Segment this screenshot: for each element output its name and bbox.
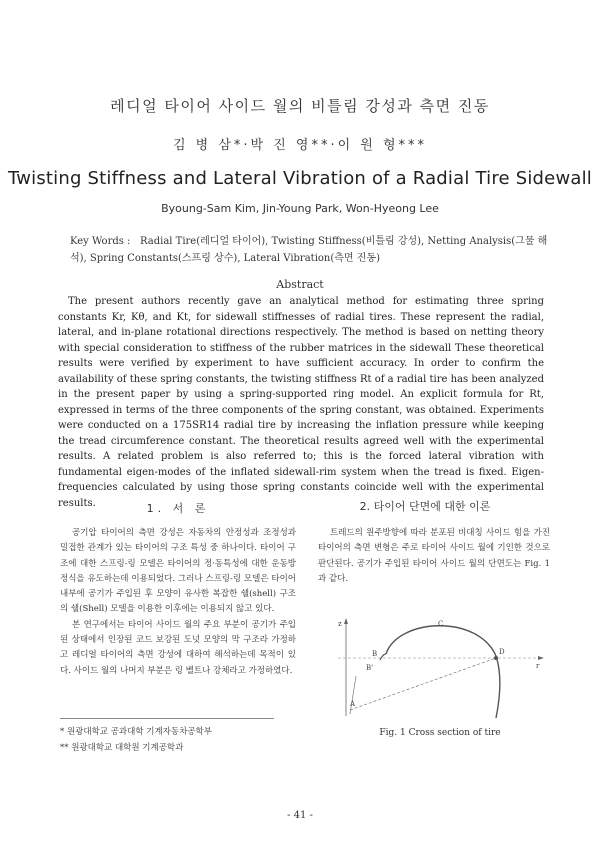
label-z: z	[338, 620, 342, 628]
label-b-prime: B'	[366, 664, 374, 672]
section-2-heading: 2. 타이어 단면에 대한 이론	[359, 500, 491, 513]
footnotes	[60, 724, 296, 756]
z-axis-arrow-icon	[344, 618, 348, 624]
section-1-paragraph-2: 본 연구에서는 타이어 사이드 월의 주요 부분이 공기가 주입된 상태에서 인장된 코드 보강된 도넛 모양의 막 구조라 가정하고 레디얼 타이어의 측면 강성에 대하여 해석하는데 목적이 있다. 사이드 월의 나머지 부분은 링 벨트나 강체라고 가정하였다.	[60, 619, 296, 676]
title-english: Twisting Stiffness and Lateral Vibration of a Radial Tire Sidewall	[7, 168, 593, 189]
abstract-heading: Abstract	[276, 278, 324, 291]
keywords-text: Radial Tire(레디얼 타이어), Twisting Stiffness(비틀림 강성), Netting Analysis(그물 해석), Spring Constants(스프링 상수), Lateral Vibration(측면 진동)	[70, 236, 548, 264]
left-column	[60, 526, 296, 679]
label-c: C	[438, 620, 444, 628]
section-2-paragraph-1: 트레드의 원주방향에 따라 분포된 비대칭 사이드 힘을 가진 타이어의 측면 변형은 주로 타이어 사이드 월에 기인한 것으로 판단된다. 공기가 주입된 타이어 사이드 월의 단면도는 Fig. 1과 같다.	[318, 528, 550, 584]
point-d-marker	[494, 656, 498, 660]
right-column	[318, 526, 550, 587]
abstract-body: The present authors recently gave an analytical method for estimating three spring constants Kr, Kθ, and Kt, for sidewall stiffnesses of radial tires. These represent the radial, lateral, and in-plane rotational directions respectively. The method is based on netting theory with special consideration to stiffness of the rubber matrices in the sidewall These theoretical results were verified by experiment to have sufficient accuracy. In order to confirm the availability of these spring constants, the twisting stiffness Rt of a radial tire has been analyzed in the present paper by using a spring-supported ring model. An explicit formula for Rt, expressed in terms of the three components of the spring constant, was obtained. Experiments were conducted on a 175SR14 radial tire by increasing the inflation pressure while keeping the tread circumference constant. The theoretical results agreed well with the experimental results. A related problem is also referred to; this is the forced lateral vibration with fundamental eigen-modes of the inflated sidewall-rim system when the tread is fixed. Eigen-frequencies calculated by using those spring constants coincide well with the experimental results.	[58, 296, 544, 509]
section-1-heading: 1. 서 론	[146, 502, 210, 515]
label-b: B	[372, 650, 378, 658]
label-r: r	[536, 662, 540, 670]
bead-curve	[380, 654, 386, 660]
tire-cross-section-figure	[328, 616, 552, 720]
label-a: A	[350, 700, 356, 708]
authors-english: Byoung-Sam Kim, Jin-Young Park, Won-Hyeong Lee	[161, 202, 439, 215]
keywords-label: Key Words :	[70, 236, 131, 247]
footnote-2: ** 원광대학교 대학원 기계공학과	[60, 743, 184, 753]
r-axis-arrow-icon	[538, 656, 544, 660]
page-number: - 41 -	[287, 810, 313, 821]
footnote-1: * 원광대학교 공과대학 기계자동차공학부	[60, 727, 212, 737]
keywords	[70, 233, 550, 267]
authors-korean: 김 병 삼*·박 진 영**·이 원 형***	[172, 138, 428, 153]
figure-caption: Fig. 1 Cross section of tire	[379, 728, 501, 738]
section-1-paragraph-1: 공기압 타이어의 측면 강성은 자동차의 안정성과 조정성과 밀접한 관계가 있는 타이어의 구조 특성 중 하나이다. 타이어 구조에 대한 스프링-링 모델은 타이어의 정·동특성에 대한 운동방정식을 유도하는데 이용되었다. 그러나 스프링-링 모델은 타이어 내부에 공기가 주입된 후 모양이 유사한 복잡한 쉘(shell) 구조의 쉘(Shell) 모델을 이용한 이후에는 이용되지 않고 있다.	[60, 528, 296, 615]
sidewall-profile	[386, 626, 500, 718]
title-korean: 레디얼 타이어 사이드 월의 비틀림 강성과 측면 진동	[110, 97, 490, 115]
footnote-divider	[60, 718, 274, 719]
label-d: D	[499, 648, 505, 656]
